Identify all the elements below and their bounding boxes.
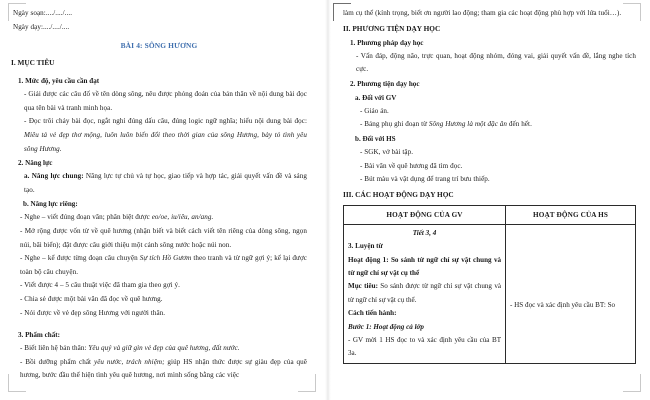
heading-pham-chat: 3. Phẩm chất: (18, 331, 60, 340)
cell-gv-activities (344, 224, 506, 363)
nang-luc-chung (11, 170, 307, 197)
list-item (11, 342, 307, 356)
lesson-date-prepared: Ngày soạn:..../..../.... (13, 9, 73, 17)
nang-luc-chung-label: a. Năng lực chung: (24, 172, 84, 181)
heading-nang-luc-rieng: b. Năng lực riêng: (23, 200, 78, 209)
item-text: - Viết được 4 – 5 câu thuật việc đã tham gia theo gợi ý. (20, 281, 180, 290)
nang-luc-chung-text: Năng lực tự chủ và tự học, giao tiếp và hợp tác, giải quyết vấn đề và sáng tạo. (24, 172, 307, 194)
list-item (11, 211, 307, 225)
heading-phuong-phap-day-hoc: 1. Phương pháp dạy học (350, 38, 424, 47)
item-text: - Nghe – kể được từng đoạn câu chuyện (20, 254, 140, 263)
cell-hs-activities (506, 224, 636, 363)
item-text: - Bồi dưỡng phẩm chất (20, 357, 94, 366)
page-right (325, 0, 650, 400)
item-text: - Đọc trôi chảy bài đọc, ngắt nghỉ đúng dấu câu, đúng logic ngữ nghĩa; hiểu nội dung bài đọc: (24, 117, 307, 126)
list-item (343, 173, 636, 187)
heading-nang-luc: 2. Năng lực (18, 159, 53, 168)
list-item (11, 252, 307, 279)
item-text: - Biết liên hệ bản thân: (20, 344, 89, 353)
list-item (343, 118, 636, 132)
list-item (11, 88, 307, 115)
column-header-hs: HOẠT ĐỘNG CỦA HS (506, 205, 636, 224)
hs-step-text: - HS đọc và xác định yêu cầu BT: So (510, 300, 616, 309)
item-text-italic: Sự tích Hồ Gươm (139, 254, 192, 263)
heading-muc-do-yeu-cau: 1. Mức độ, yêu cầu cần đạt (18, 77, 100, 86)
buoc-1-heading: Bước 1: Hoạt động cả lớp (348, 322, 424, 331)
heading-section-i: I. MỤC TIÊU (11, 58, 55, 68)
item-text-italic: yêu nước, trách nhiệm; (93, 357, 165, 366)
list-item (343, 105, 636, 119)
list-item (11, 307, 307, 321)
hoat-dong-1-heading (348, 254, 501, 281)
list-item (11, 293, 307, 307)
item-text: - Nói được về vẻ đẹp sông Hương với người thân. (20, 308, 166, 317)
hoat-dong-1-text: So sánh từ ngữ chỉ sự vật chung và từ ngữ chỉ sự vật cụ thể (348, 255, 502, 277)
list-item (343, 146, 636, 160)
list-item (343, 160, 636, 174)
list-item (11, 356, 307, 383)
crop-mark-bottom-right (623, 374, 641, 392)
heading-section-iii: III. CÁC HOẠT ĐỘNG DẠY HỌC (343, 189, 454, 199)
muc-tieu-text: So sánh được từ ngữ chỉ sự vật chung và từ ngữ chỉ sự vật cụ thể. (348, 282, 502, 304)
item-text-italic: Miêu tả vẻ đẹp thơ mộng, luôn luôn biến đổi theo thời gian của sông Hương, bày tỏ tình yêu sông Hương. (24, 130, 307, 153)
heading-section-ii: II. PHƯƠNG TIỆN DẠY HỌC (343, 23, 441, 33)
list-item (11, 279, 307, 293)
hs-cell-spacer (510, 227, 631, 299)
item-text: - SGK, vở bài tập. (360, 147, 414, 156)
table-header-row (344, 205, 636, 224)
item-text: - Giải được các câu đố về tên dòng sông, nêu được phỏng đoán của bản thân về nội dung bài đọc qua tên bài và tranh minh họa. (24, 90, 307, 112)
heading-doi-voi-hs: b. Đối với HS (355, 134, 396, 143)
item-text-suffix: theo tranh và từ ngữ gợi ý; kể lại được toàn bộ câu chuyện. (20, 254, 307, 276)
activities-table (343, 205, 636, 364)
page-title: BÀI 4: SÔNG HƯƠNG (120, 41, 198, 51)
hoat-dong-1-label: Hoạt động 1: (348, 255, 389, 264)
item-text-suffix: giúp HS nhận thức được sự giàu đẹp của quê hương, bước đầu thể hiện tình yêu quê hương, nơi mình sống bằng các việc (20, 357, 307, 380)
gv-step-text: - GV mời 1 HS đọc to và xác định yêu cầu của BT 3a. (348, 336, 502, 358)
item-text: - Bút màu và vật dụng để trang trí bưu thiếp. (360, 175, 490, 184)
column-header-gv: HOẠT ĐỘNG CỦA GV (344, 205, 506, 224)
muc-tieu-label: Mục tiêu: (348, 282, 378, 291)
table-row (344, 224, 636, 363)
muc-tieu-line (348, 280, 501, 307)
lesson-date-taught: Ngày dạy:..../..../.... (13, 22, 70, 31)
item-text-italic: Sông Hương là một đặc ân (428, 120, 508, 129)
list-item (11, 225, 307, 252)
luyen-tu-heading: 3. Luyện từ (348, 242, 383, 251)
heading-doi-voi-gv: a. Đối với GV (355, 93, 397, 102)
item-text: - Giáo án. (360, 106, 389, 115)
list-item: - Vấn đáp, động não, trực quan, hoạt động nhóm, đóng vai, giải quyết vấn đề, lắng nghe tích cực. (356, 51, 636, 74)
item-text: - Nghe – viết đúng đoạn văn; phân biệt được (20, 213, 152, 222)
heading-phuong-tien-day-hoc: 2. Phương tiện dạy học (350, 79, 420, 88)
item-text-suffix: đến hết. (507, 120, 532, 129)
item-text-italic: eo/oe, iu/iêu, an/ang. (151, 213, 214, 222)
cach-tien-hanh-heading: Cách tiến hành: (348, 309, 397, 318)
tiet-label: Tiết 3, 4 (412, 228, 437, 237)
item-text: - Bảng phụ ghi đoạn từ (360, 120, 429, 129)
item-text: - Chia sẻ được một bài văn đã đọc về quê hương. (20, 294, 163, 303)
list-item (11, 115, 307, 156)
item-text: - Mở rộng được vốn từ về quê hương (nhận biết và biết cách viết tên riêng của dòng sông, ngọn núi, bãi biển); đặt được câu giới thiệu một cảnh sông nước hoặc núi non. (20, 226, 307, 249)
item-text-italic: Yêu quý và giữ gìn vẻ đẹp của quê hương, đất nước. (88, 344, 240, 353)
continuation-paragraph: làm cụ thể (kính trọng, biết ơn người lao động; tham gia các hoạt động phù hợp với lứa tuổi…). (343, 9, 622, 17)
item-text: - Bài văn về quê hương đã tìm đọc. (360, 161, 463, 170)
